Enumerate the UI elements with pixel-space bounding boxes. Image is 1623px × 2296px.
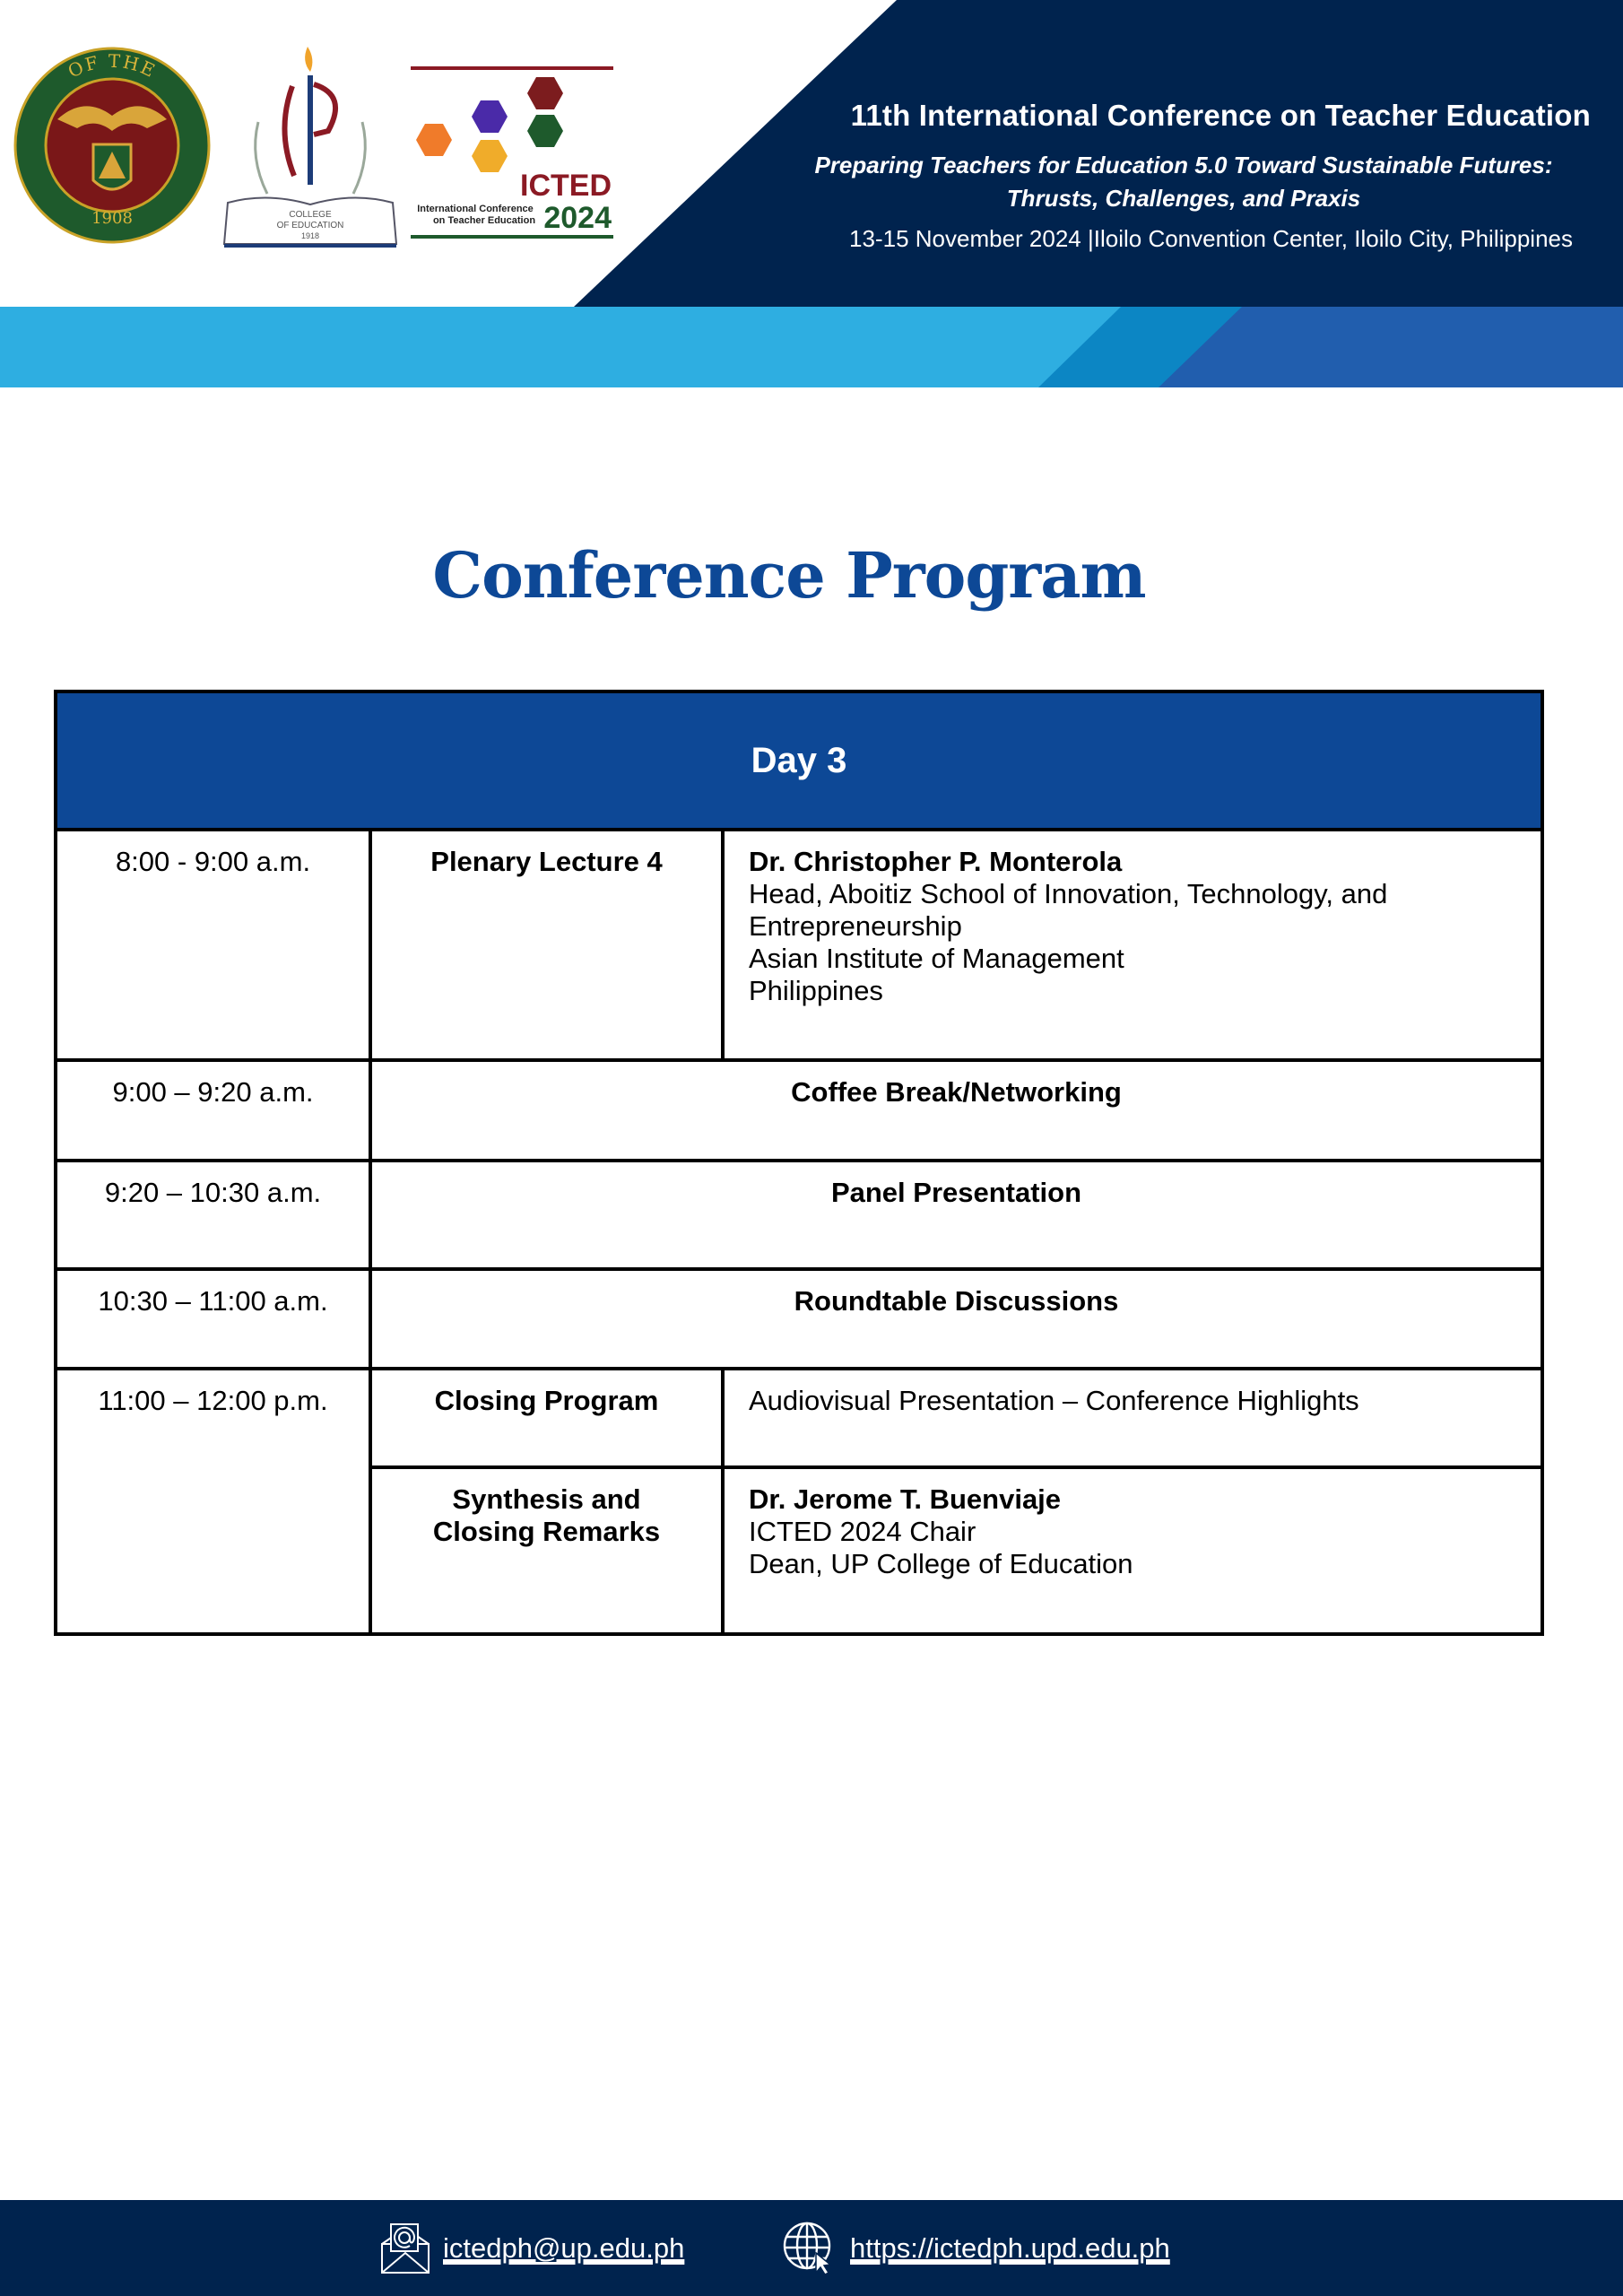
session-line: Synthesis and xyxy=(452,1483,641,1515)
svg-text:2024: 2024 xyxy=(543,201,612,235)
svg-text:OF EDUCATION: OF EDUCATION xyxy=(276,221,344,230)
date-venue: 13-15 November 2024 |Iloilo Convention Center, Iloilo City, Philippines xyxy=(849,225,1573,252)
conference-title: 11th International Conference on Teacher Education xyxy=(850,99,1591,132)
svg-text:OF THE: OF THE xyxy=(65,49,161,83)
details-cell xyxy=(723,1369,1542,1467)
svg-text:COLLEGE: COLLEGE xyxy=(289,210,332,220)
speaker-detail: Entrepreneurship xyxy=(749,910,962,942)
speaker-detail: Head, Aboitiz School of Innovation, Technology, and xyxy=(749,878,1388,909)
website-text[interactable]: https://ictedph.upd.edu.ph xyxy=(850,2231,1170,2264)
session-cell: Coffee Break/Networking xyxy=(370,1060,1542,1161)
envelope-at-icon xyxy=(380,2222,430,2274)
speaker-detail: ICTED 2024 Chair xyxy=(749,1516,976,1547)
svg-text:on Teacher Education: on Teacher Education xyxy=(432,215,536,226)
table-row xyxy=(56,1269,1542,1369)
table-row xyxy=(56,1060,1542,1161)
logo-row xyxy=(13,38,613,253)
details-cell xyxy=(723,830,1542,1060)
email-text[interactable]: ictedph@up.edu.ph xyxy=(443,2231,685,2264)
up-seal-logo xyxy=(13,46,212,245)
session-detail: Audiovisual Presentation – Conference Highlights xyxy=(749,1385,1359,1416)
program-table xyxy=(54,690,1544,1636)
speaker-detail: Philippines xyxy=(749,975,883,1006)
session-cell: Closing Program xyxy=(370,1369,723,1467)
icted-logo xyxy=(409,50,613,240)
table-row xyxy=(56,1369,1542,1467)
svg-text:International Conference: International Conference xyxy=(417,204,534,214)
session-cell: Panel Presentation xyxy=(370,1161,1542,1269)
header-banner xyxy=(0,0,1623,387)
day-header: Day 3 xyxy=(56,691,1542,830)
globe-cursor-icon xyxy=(782,2221,838,2276)
table-row xyxy=(56,1161,1542,1269)
website-link[interactable] xyxy=(782,2200,1170,2296)
theme-line-2: Thrusts, Challenges, and Praxis xyxy=(1006,185,1361,212)
speaker-detail: Asian Institute of Management xyxy=(749,943,1124,974)
svg-text:ICTED: ICTED xyxy=(520,169,612,203)
speaker-name: Dr. Jerome T. Buenviaje xyxy=(749,1483,1062,1515)
theme-line-1: Preparing Teachers for Education 5.0 Toward Sustainable Futures: xyxy=(814,152,1553,178)
session-line: Closing Remarks xyxy=(432,1516,661,1547)
svg-text:1918: 1918 xyxy=(300,231,320,240)
time-cell: 8:00 - 9:00 a.m. xyxy=(56,830,370,1060)
header-blue-stripe xyxy=(0,307,1623,387)
table-row xyxy=(56,830,1542,1060)
session-cell: Roundtable Discussions xyxy=(370,1269,1542,1369)
college-of-education-logo xyxy=(222,41,398,249)
speaker-name: Dr. Christopher P. Monterola xyxy=(749,846,1123,877)
svg-text:1908: 1908 xyxy=(91,209,133,228)
details-cell xyxy=(723,1467,1542,1634)
speaker-detail: Dean, UP College of Education xyxy=(749,1548,1133,1579)
time-cell: 11:00 – 12:00 p.m. xyxy=(56,1369,370,1634)
footer xyxy=(0,2200,1623,2296)
page-title: Conference Program xyxy=(432,538,1146,613)
time-cell: 10:30 – 11:00 a.m. xyxy=(56,1269,370,1369)
session-cell xyxy=(370,1467,723,1634)
time-cell: 9:20 – 10:30 a.m. xyxy=(56,1161,370,1269)
conference-theme xyxy=(780,149,1587,215)
email-link[interactable] xyxy=(380,2200,684,2296)
session-cell: Plenary Lecture 4 xyxy=(370,830,723,1060)
time-cell: 9:00 – 9:20 a.m. xyxy=(56,1060,370,1161)
